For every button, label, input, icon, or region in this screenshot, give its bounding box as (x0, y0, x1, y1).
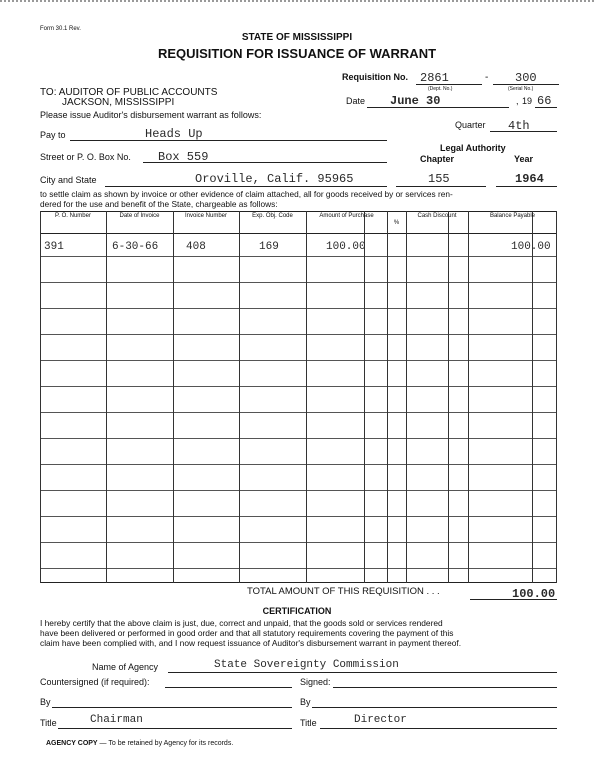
city-value: Oroville, Calif. 95965 (195, 172, 354, 186)
quarter-value: 4th (508, 119, 530, 133)
chapter-label: Chapter (420, 154, 455, 164)
certification-line-2: have been delivered or performed in good order and that all statutory requirements covering the payment of this (40, 628, 454, 638)
cell-amount-of-purchase: 100.00 (326, 241, 366, 253)
year-value: 1964 (515, 172, 544, 186)
claim-text-line-1: to settle claim as shown by invoice or other evidence of claim attached, all for goods received by or services ren- (40, 189, 453, 199)
header-po-number: P. O. Number (55, 213, 91, 219)
date-value: June 30 (390, 94, 441, 108)
date-year-prefix: 19 (522, 96, 533, 106)
cell-po-number: 391 (44, 241, 64, 253)
cell-balance-payable: 100.00 (511, 241, 551, 253)
title-label-right: Title (300, 718, 317, 728)
quarter-label: Quarter (455, 120, 486, 130)
agency-label: Name of Agency (92, 662, 159, 672)
state-heading: STATE OF MISSISSIPPI (241, 32, 353, 43)
dept-no-caption: (Dept. No.) (428, 86, 453, 92)
page-title: REQUISITION FOR ISSUANCE OF WARRANT (157, 46, 437, 61)
footer-agency-copy: AGENCY COPY (46, 740, 98, 747)
city-label: City and State (40, 175, 97, 185)
title-value-left: Chairman (90, 714, 143, 726)
countersigned-label: Countersigned (if required): (40, 677, 150, 687)
header-date-of-invoice: Date of Invoice (119, 213, 160, 219)
cell-invoice-number: 408 (186, 241, 206, 253)
year-label: Year (514, 154, 534, 164)
chapter-value: 155 (428, 172, 450, 186)
header-balance-payable: Balance Payable (489, 213, 536, 219)
certification-line-3: claim have been complied with, and I now request issuance of Auditor's disbursement warrant in payment thereof. (40, 638, 462, 648)
serial-no-caption: (Serial No.) (508, 86, 534, 92)
header-amount-of-purchase: Amount of Purchase (319, 213, 374, 219)
total-value: 100.00 (512, 587, 556, 601)
claim-text-line-2: dered for the use and benefit of the State, chargeable as follows: (40, 199, 278, 209)
total-label: TOTAL AMOUNT OF THIS REQUISITION . . . (247, 586, 440, 597)
date-label: Date (346, 96, 366, 106)
header-percent: % (393, 220, 400, 226)
title-label-left: Title (40, 718, 57, 728)
addressee-line-1: TO: AUDITOR OF PUBLIC ACCOUNTS (40, 87, 218, 98)
certification-line-1: I hereby certify that the above claim is just, due, correct and unpaid, that the goods sold or services rendered (40, 618, 443, 628)
footer-text: — To be retained by Agency for its records. (97, 740, 234, 747)
title-value-right: Director (354, 714, 407, 726)
pay-to-value: Heads Up (145, 127, 203, 141)
pay-to-label: Pay to (40, 130, 66, 140)
by-label-left: By (40, 697, 51, 707)
perforation-edge (0, 0, 594, 2)
street-value: Box 559 (158, 150, 209, 164)
header-exp-obj-code: Exp. Obj. Code (252, 213, 293, 219)
header-cash-discount: Cash Discount (417, 213, 457, 219)
cell-exp-obj-code: 169 (259, 241, 279, 253)
requisition-label: Requisition No. (342, 72, 408, 82)
header-invoice-number: Invoice Number (184, 213, 228, 219)
addressee-line-2: JACKSON, MISSISSIPPI (62, 97, 175, 108)
ledger-table (40, 211, 557, 583)
footer-note (46, 740, 233, 747)
dept-number: 2861 (420, 71, 449, 85)
agency-value: State Sovereignty Commission (214, 659, 399, 671)
date-year: 66 (537, 94, 552, 108)
serial-number: 300 (515, 71, 537, 85)
legal-authority-label: Legal Authority (440, 143, 506, 153)
cell-date-of-invoice: 6-30-66 (112, 241, 159, 253)
certification-heading: CERTIFICATION (262, 606, 332, 616)
instruction-text: Please issue Auditor's disbursement warrant as follows: (40, 110, 262, 120)
street-label: Street or P. O. Box No. (40, 152, 131, 162)
by-label-right: By (300, 697, 311, 707)
signed-label: Signed: (300, 677, 331, 687)
form-number: Form 30.1 Rev. (40, 26, 81, 32)
